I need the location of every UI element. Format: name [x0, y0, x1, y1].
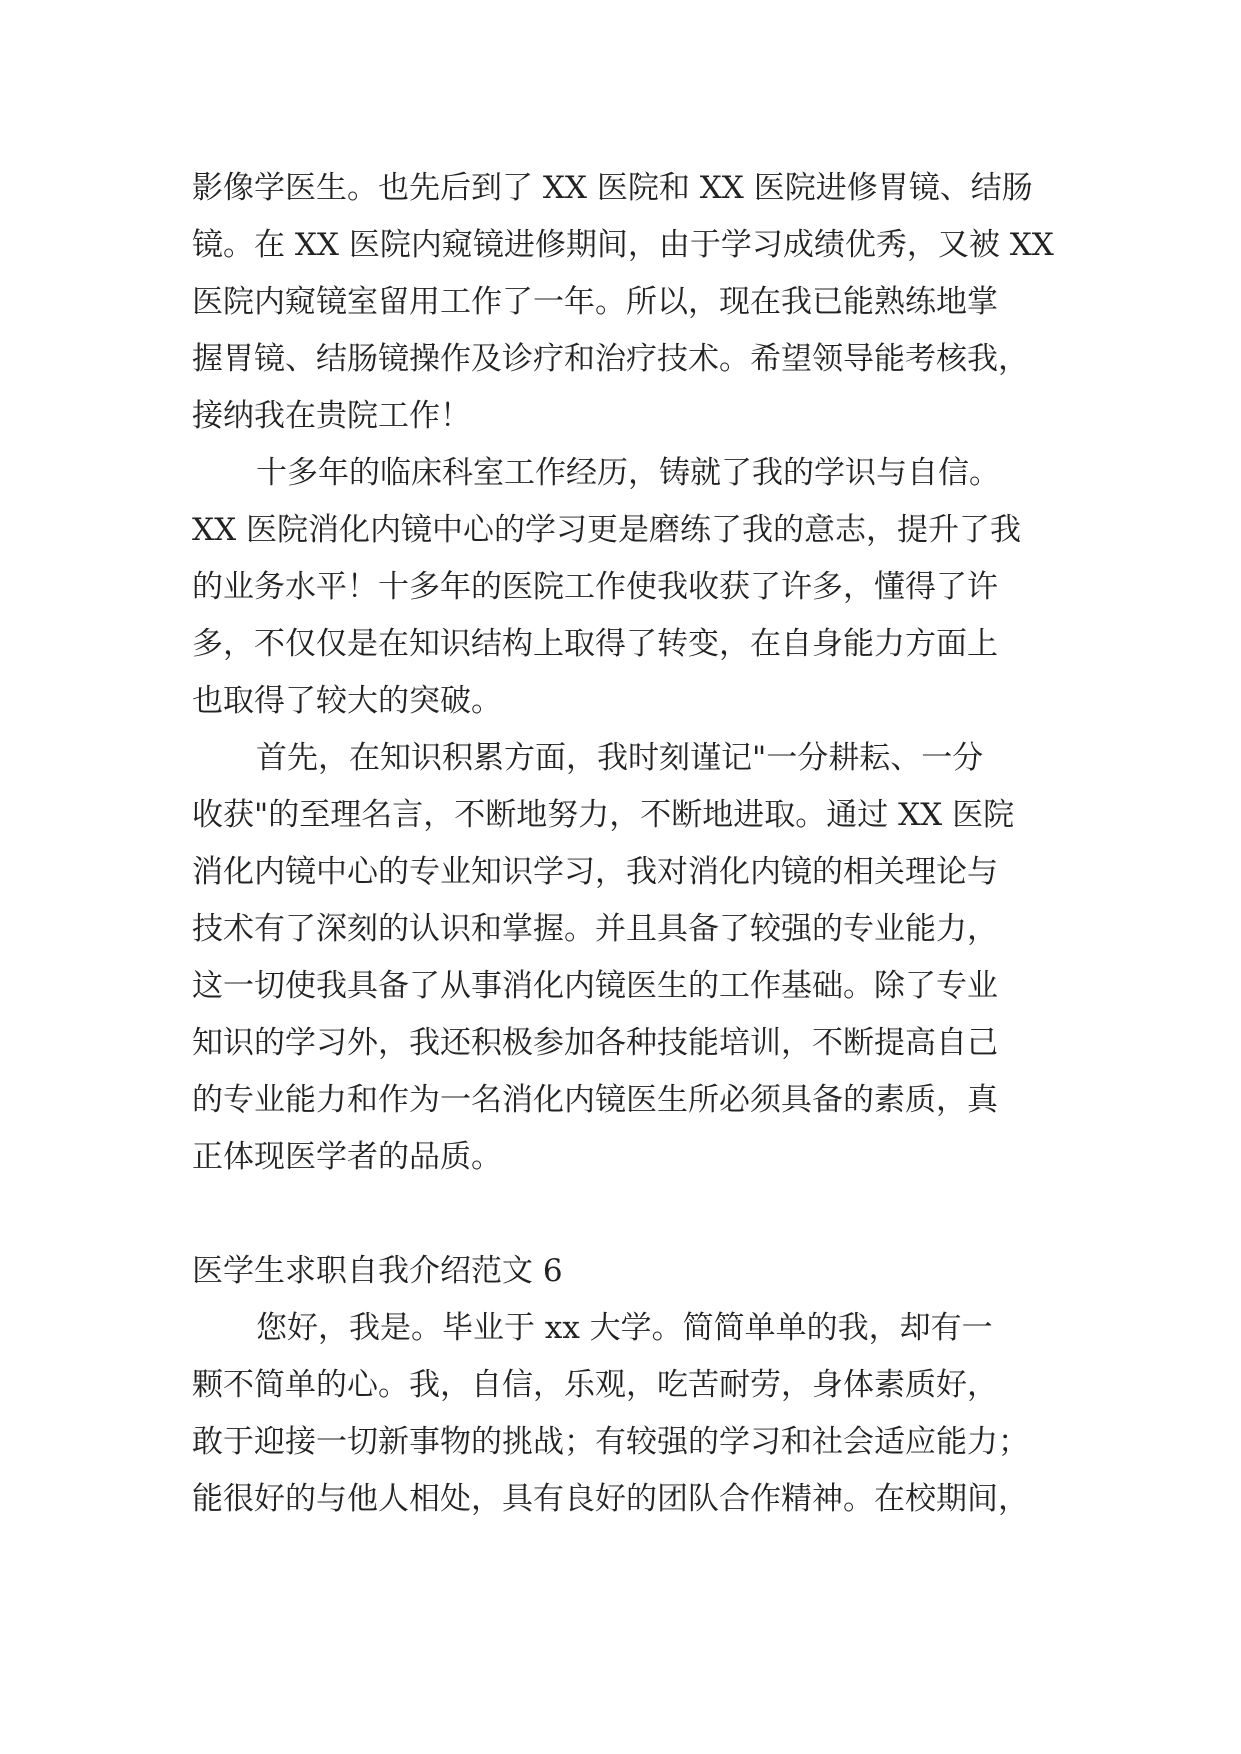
- text-line: 技术有了深刻的认识和掌握。并且具备了较强的专业能力，: [192, 911, 998, 947]
- text-line: 这一切使我具备了从事消化内镜医生的工作基础。除了专业: [192, 968, 998, 1004]
- text-line: 镜。在 XX 医院内窥镜进修期间，由于学习成绩优秀，又被 XX: [192, 227, 1054, 263]
- text-line: 首先，在知识积累方面，我时刻谨记"一分耕耘、一分: [256, 740, 984, 776]
- text-line: 握胃镜、结肠镜操作及诊疗和治疗技术。希望领导能考核我，: [192, 341, 1029, 377]
- text-line: 消化内镜中心的专业知识学习，我对消化内镜的相关理论与: [192, 854, 998, 890]
- paragraph-experience: [192, 445, 1052, 730]
- text-line: 十多年的临床科室工作经历，铸就了我的学识与自信。: [256, 455, 1000, 491]
- text-line: 收获"的至理名言，不断地努力，不断地进取。通过 XX 医院: [192, 797, 1015, 833]
- text-line: 颗不简单的心。我，自信，乐观，吃苦耐劳，身体素质好，: [192, 1367, 998, 1403]
- text-line: 您好，我是。毕业于 xx 大学。简简单单的我，却有一: [256, 1310, 993, 1346]
- text-line: 多，不仅仅是在知识结构上取得了转变，在自身能力方面上: [192, 626, 998, 662]
- text-line: 敢于迎接一切新事物的挑战；有较强的学习和社会适应能力；: [192, 1424, 1029, 1460]
- text-line: 影像学医生。也先后到了 XX 医院和 XX 医院进修胃镜、结肠: [192, 170, 1033, 206]
- section-heading: 医学生求职自我介绍范文 6: [192, 1253, 563, 1289]
- text-line: 知识的学习外，我还积极参加各种技能培训，不断提高自己: [192, 1025, 998, 1061]
- paragraph-knowledge: [192, 730, 1052, 1186]
- document-body: [192, 160, 1052, 1528]
- section-spacer: [192, 1186, 1052, 1243]
- text-line: 正体现医学者的品质。: [192, 1139, 502, 1175]
- text-line: 的业务水平！十多年的医院工作使我收获了许多，懂得了许: [192, 569, 998, 605]
- text-line: XX 医院消化内镜中心的学习更是磨练了我的意志，提升了我: [192, 512, 1021, 548]
- paragraph-introduction: [192, 1300, 1052, 1528]
- text-line: 也取得了较大的突破。: [192, 683, 502, 719]
- paragraph-continuation: [192, 160, 1052, 445]
- text-line: 接纳我在贵院工作！: [192, 398, 471, 434]
- text-line: 的专业能力和作为一名消化内镜医生所必须具备的素质，真: [192, 1082, 998, 1118]
- text-line: 医院内窥镜室留用工作了一年。所以，现在我已能熟练地掌: [192, 284, 998, 320]
- text-line: 能很好的与他人相处，具有良好的团队合作精神。在校期间，: [192, 1481, 1029, 1517]
